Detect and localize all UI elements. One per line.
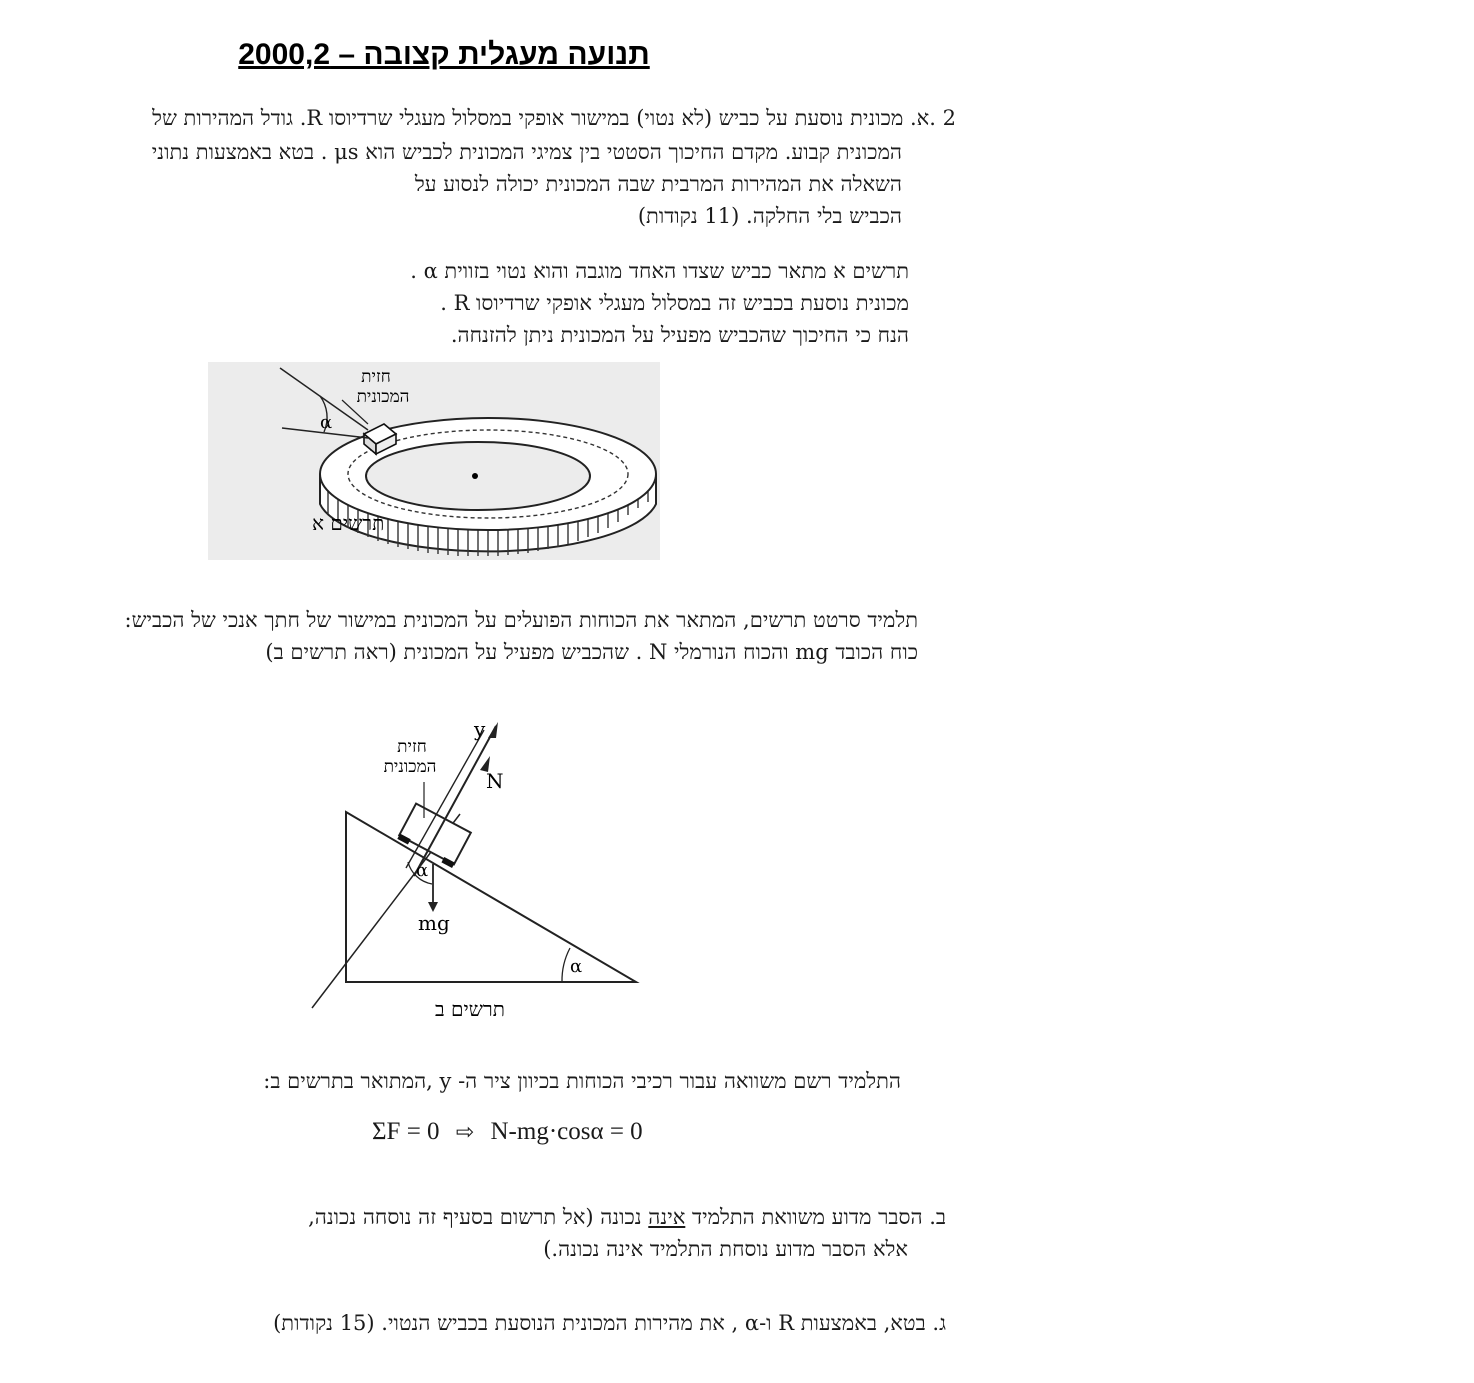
question-b-line-2: אלא הסבר מדוע נוסחת התלמיד אינה נכונה.) [543, 1237, 908, 1261]
figure-b-angle-top: α [416, 860, 429, 881]
figure-a-angle-label: α [320, 412, 333, 433]
question-2a-line-3: השאלה את המהירות המרבית שבה המכונית יכולה לנסוע על [414, 172, 902, 196]
figure-a-car-label-2: המכונית [356, 387, 410, 407]
equation-right: N-mg·cosα = 0 [490, 1118, 643, 1145]
question-b-prefix: ב. הסבר מדוע משוואת התלמיד [692, 1205, 946, 1229]
equation-left: ΣF = 0 [372, 1118, 440, 1145]
incline-triangle [346, 812, 636, 982]
figure-a-car-label-1: חזית [361, 367, 391, 387]
figure-a [208, 362, 660, 560]
question-2a-line-4: הכביש בלי החלקה. (11 נקודות) [637, 204, 902, 228]
figure-b-force-n: N [486, 769, 504, 793]
car-box [397, 804, 471, 868]
figure-b-axis-y: y [474, 717, 486, 741]
equation [372, 1118, 643, 1146]
question-b-line-1 [308, 1202, 946, 1233]
figure-b [300, 716, 650, 1026]
figure-b-force-mg: mg [418, 911, 450, 935]
question-b-suffix: נכונה (אל תרשום בסעיף זה נוסחה נכונה, [308, 1205, 642, 1229]
figure-b-car-label-1: חזית [397, 737, 427, 757]
page-title: תנועה מעגלית קצובה – 2000,2 [238, 38, 650, 71]
equation-intro: התלמיד רשם משוואה עבור רכיבי הכוחות בכיוון ציר ה- y ,המתואר בתרשים ב: [263, 1069, 901, 1093]
question-b-underlined: אינה [648, 1205, 686, 1229]
student-line-2: כוח הכובד mg והכוח הנורמלי N . שהכביש מפעיל על המכונית (ראה תרשים ב) [265, 640, 918, 664]
figure-b-caption: תרשים ב [435, 997, 505, 1021]
intro-line-3: הנח כי החיכוך שהכביש מפעיל על המכונית ניתן להזנחה. [450, 323, 909, 347]
figure-a-caption: תרשים א [312, 511, 385, 535]
center-point [472, 473, 478, 479]
intro-line-2: מכונית נוסעת בכביש זה במסלול מעגלי אופקי שרדיוסו R . [440, 291, 909, 315]
student-line-1: תלמיד סרטט תרשים, המתאר את הכוחות הפועלים על המכונית במישור של חתך אנכי של הכביש: [124, 608, 918, 632]
intro-line-1: תרשים א מתאר כביש שצדו האחד מוגבה והוא נטוי בזווית α . [410, 259, 909, 283]
figure-b-angle-bottom: α [570, 956, 583, 977]
equation-arrow: ⇨ [455, 1119, 475, 1144]
question-2a-line-1: 2 .א. מכונית נוסעת על כביש (לא נטוי) במישור אופקי במסלול מעגלי שרדיוסו R. גודל המהירות של [152, 106, 956, 130]
question-c: ג. בטא, באמצעות R ו-α , את מהירות המכונית הנוסעת בכביש הנטוי. (15 נקודות) [273, 1311, 946, 1335]
figure-b-car-label-2: המכונית [383, 757, 437, 777]
question-2a-line-2: המכונית קבוע. מקדם החיכוך הסטטי בין צמיגי המכונית לכביש הוא μs . בטא באמצעות נתוני [151, 140, 902, 164]
